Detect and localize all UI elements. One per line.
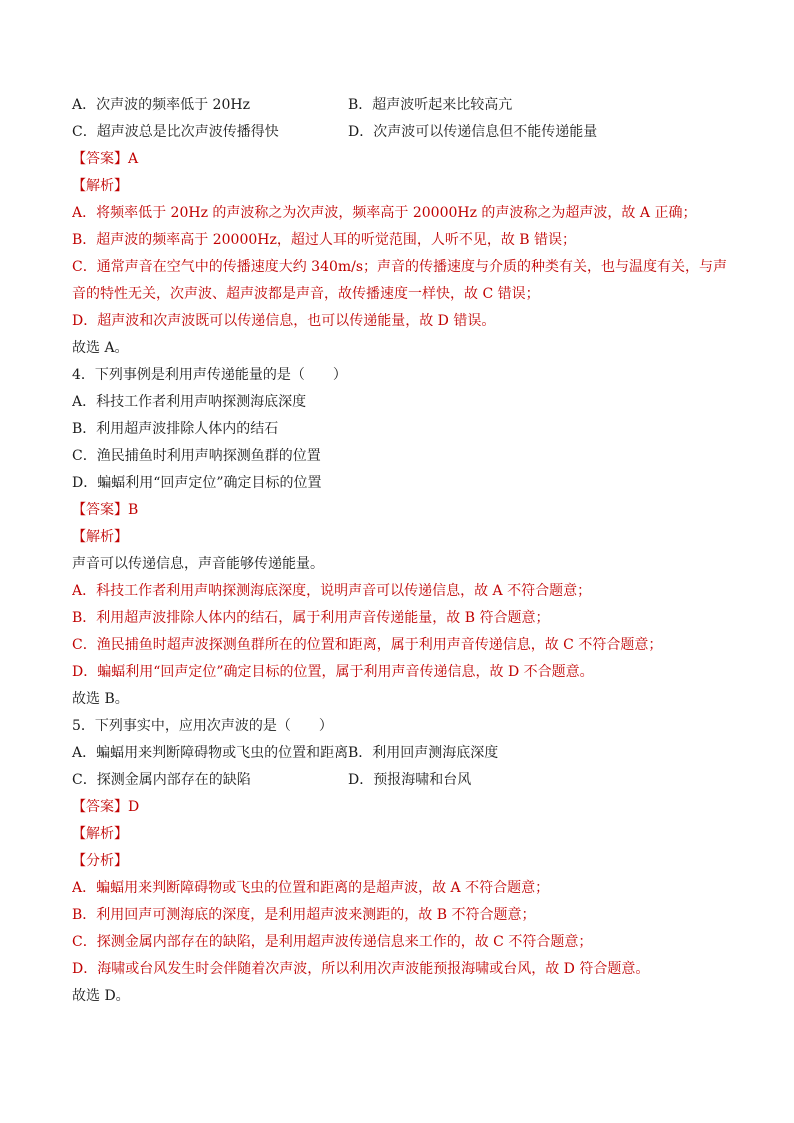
q3-options-row-1	[72, 92, 732, 119]
answer-value: B	[128, 502, 139, 518]
q4-analysis-a: A．科技工作者利用声呐探测海底深度，说明声音可以传递信息，故 A 不符合题意；	[72, 583, 592, 599]
q5-option-b: B．利用回声测海底深度	[348, 745, 499, 761]
q4-stem: 4．下列事例是利用声传递能量的是（ ）	[72, 367, 347, 383]
q5-analysis-d: D．海啸或台风发生时会伴随着次声波，所以利用次声波能预报海啸或台风，故 D 符合题意。	[72, 961, 650, 977]
q3-option-c: C．超声波总是比次声波传播得快	[72, 124, 279, 140]
q5-analysis-c: C．探测金属内部存在的缺陷，是利用超声波传递信息来工作的，故 C 不符合题意；	[72, 934, 593, 950]
q3-option-a: A．次声波的频率低于 20Hz	[72, 97, 250, 113]
q5-conclusion: 故选 D。	[72, 988, 130, 1004]
answer-label: 【答案】	[72, 151, 128, 167]
q4-option-b: B．利用超声波排除人体内的结石	[72, 421, 279, 437]
q3-option-b: B．超声波听起来比较高亢	[348, 97, 513, 113]
q3-conclusion: 故选 A。	[72, 340, 129, 356]
q3-analysis-label: 【解析】	[72, 178, 128, 194]
q3-analysis-b: B．超声波的频率高于 20000Hz，超过人耳的听觉范围，人听不见，故 B 错误；	[72, 232, 577, 248]
q3-options-row-2	[72, 119, 732, 146]
q3-option-d: D．次声波可以传递信息但不能传递能量	[348, 124, 598, 140]
q4-analysis-label: 【解析】	[72, 529, 128, 545]
q3-analysis-a: A．将频率低于 20Hz 的声波称之为次声波，频率高于 20000Hz 的声波称之为超声波，故 A 正确；	[72, 205, 697, 221]
answer-label: 【答案】	[72, 502, 128, 518]
q3-analysis-d: D．超声波和次声波既可以传递信息，也可以传递能量，故 D 错误。	[72, 313, 496, 329]
q4-analysis-intro: 声音可以传递信息，声音能够传递能量。	[72, 556, 324, 572]
q4-conclusion: 故选 B。	[72, 691, 129, 707]
q4-answer	[72, 497, 732, 524]
q3-analysis-c: C．通常声音在空气中的传播速度大约 340m/s；声音的传播速度与介质的种类有关，也与温度有关，与声音的特性无关，次声波、超声波都是声音，故传播速度一样快，故 C 错误；	[72, 259, 728, 302]
q4-analysis-d: D．蝙蝠利用“回声定位”确定目标的位置，属于利用声音传递信息，故 D 不合题意。	[72, 664, 594, 680]
q5-analysis-b: B．利用回声可测海底的深度，是利用超声波来测距的，故 B 不符合题意；	[72, 907, 536, 923]
document-page	[72, 92, 732, 1010]
q4-analysis-c: C．渔民捕鱼时超声波探测鱼群所在的位置和距离，属于利用声音传递信息，故 C 不符合题意；	[72, 637, 663, 653]
q5-options-row-1	[72, 740, 732, 767]
q3-answer	[72, 146, 732, 173]
q4-option-c: C．渔民捕鱼时利用声呐探测鱼群的位置	[72, 448, 321, 464]
answer-label: 【答案】	[72, 799, 128, 815]
q5-stem: 5．下列事实中，应用次声波的是（ ）	[72, 718, 333, 734]
q4-option-d: D．蝙蝠利用“回声定位”确定目标的位置	[72, 475, 322, 491]
q5-option-c: C．探测金属内部存在的缺陷	[72, 772, 251, 788]
q5-subanalysis-label: 【分析】	[72, 853, 128, 869]
answer-value: D	[128, 799, 140, 815]
answer-value: A	[128, 151, 139, 167]
q4-option-a: A．科技工作者利用声呐探测海底深度	[72, 394, 307, 410]
q5-options-row-2	[72, 767, 732, 794]
q5-analysis-a: A．蝙蝠用来判断障碍物或飞虫的位置和距离的是超声波，故 A 不符合题意；	[72, 880, 550, 896]
q5-answer	[72, 794, 732, 821]
q4-analysis-b: B．利用超声波排除人体内的结石，属于利用声音传递能量，故 B 符合题意；	[72, 610, 550, 626]
q5-analysis-label: 【解析】	[72, 826, 128, 842]
q5-option-d: D．预报海啸和台风	[348, 772, 472, 788]
q5-option-a: A．蝙蝠用来判断障碍物或飞虫的位置和距离	[72, 745, 349, 761]
